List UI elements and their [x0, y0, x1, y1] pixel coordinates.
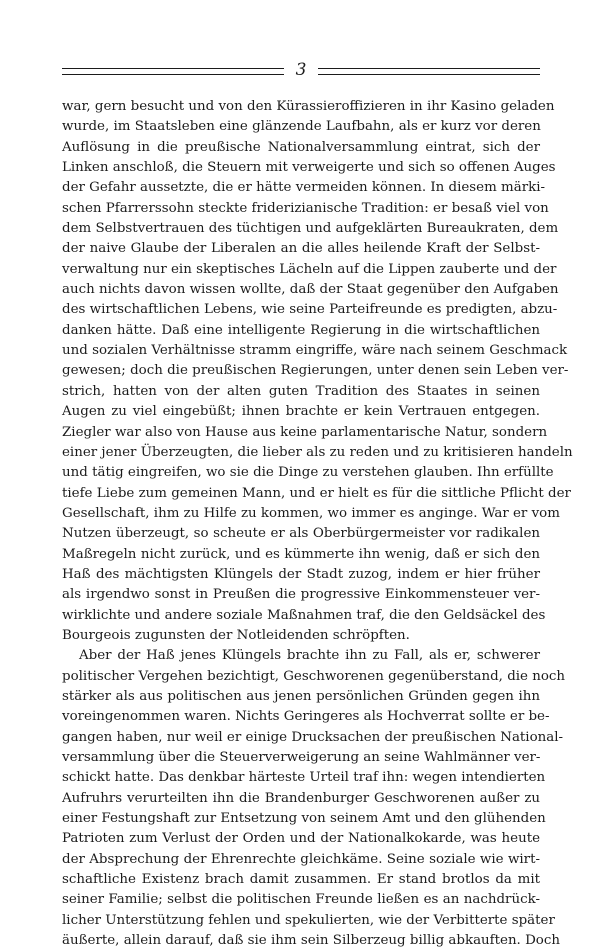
- text-line: der Gefahr aussetzte, die er hätte vermeiden können. In diesem märki-: [62, 180, 546, 196]
- text-line: Maßregeln nicht zurück, und es kümmerte ihn wenig, daß er sich den: [62, 546, 540, 562]
- text-line: des wirtschaftlichen Lebens, wie seine Parteifreunde es predigten, abzu-: [62, 302, 558, 318]
- text-line: äußerte, allein darauf, daß sie ihm sein Silberzeug billig abkauften. Doch: [62, 933, 560, 949]
- text-line: wurde, im Staatsleben eine glänzende Laufbahn, als er kurz vor deren: [62, 119, 541, 135]
- text-line: und sozialen Verhältnisse stramm eingriffe, wäre nach seinem Geschmack: [62, 343, 568, 359]
- text-line: seiner Familie; selbst die politischen Freunde ließen es an nachdrück-: [62, 892, 540, 908]
- text-line: und tätig eingreifen, wo sie die Dinge zu verstehen glauben. Ihn erfüllte: [62, 465, 554, 481]
- text-line: gewesen; doch die preußischen Regierungen, unter denen sein Leben ver-: [62, 363, 569, 379]
- text-line: gangen haben, nur weil er einige Drucksachen der preußischen National-: [62, 729, 564, 745]
- text-line: Linken anschloß, die Steuern mit verweigerte und sich so offenen Auges: [62, 160, 556, 176]
- text-line: dem Selbstvertrauen des tüchtigen und aufgeklärten Bureaukraten, dem: [62, 221, 559, 237]
- text-line: schickt hatte. Das denkbar härteste Urteil traf ihn: wegen intendierten: [62, 770, 546, 786]
- text-line: Haß des mächtigsten Klüngels der Stadt zuzog, indem er hier früher: [62, 566, 540, 582]
- text-line: stärker als aus politischen aus jenen persönlichen Gründen gegen ihn: [62, 688, 540, 704]
- text-line: der naive Glaube der Liberalen an die alles heilende Kraft der Selbst-: [62, 241, 540, 257]
- text-line: tiefe Liebe zum gemeinen Mann, und er hielt es für die sittliche Pflicht der: [62, 485, 571, 501]
- text-line: Aber der Haß jenes Klüngels brachte ihn zu Fall, als er, schwerer: [79, 648, 540, 664]
- text-line: als irgendwo sonst in Preußen die progressive Einkommensteuer ver-: [62, 587, 540, 603]
- header-rule-right: [318, 68, 540, 75]
- text-line: licher Unterstützung fehlen und spekulierten, wie der Verbitterte später: [62, 912, 555, 928]
- text-line: schaftliche Existenz brach damit zusammen. Er stand brotlos da mit: [62, 872, 540, 888]
- text-line: Bourgeois zugunsten der Notleidenden schröpften.: [62, 627, 410, 643]
- page-number: 3: [295, 60, 307, 80]
- text-line: Gesellschaft, ihm zu Hilfe zu kommen, wo immer es anginge. War er vom: [62, 505, 560, 521]
- text-line: Auflösung in die preußische Nationalversammlung eintrat, sich der: [62, 139, 540, 155]
- text-line: auch nichts davon wissen wollte, daß der Staat gegenüber den Aufgaben: [62, 282, 559, 298]
- paragraph: [62, 97, 573, 646]
- text-line: voreingenommen waren. Nichts Geringeres als Hochverrat sollte er be-: [62, 709, 550, 725]
- text-line: strich, hatten von der alten guten Tradition des Staates in seinen: [62, 383, 540, 399]
- page-header: [62, 62, 540, 84]
- text-line: der Absprechung der Ehrenrechte gleichkäme. Seine soziale wie wirt-: [62, 851, 540, 867]
- text-line: versammlung über die Steuerverweigerung an seine Wahlmänner ver-: [62, 750, 541, 765]
- text-line: Ziegler war also von Hause aus keine parlamentarische Natur, sondern: [62, 424, 548, 440]
- text-line: schen Pfarrerssohn steckte friderizianische Tradition: er besaß viel von: [62, 200, 549, 216]
- text-line: Nutzen überzeugt, so scheute er als Oberbürgermeister vor radikalen: [62, 526, 540, 542]
- body-text: [62, 97, 573, 951]
- text-line: wirklichte und andere soziale Maßnahmen traf, die den Geldsäckel des: [62, 607, 546, 623]
- text-line: verwaltung nur ein skeptisches Lächeln auf die Lippen zauberte und der: [62, 261, 557, 277]
- text-line: Augen zu viel eingebüßt; ihnen brachte er kein Vertrauen entgegen.: [62, 404, 540, 420]
- text-line: Aufruhrs verurteilten ihn die Brandenburger Geschworenen außer zu: [62, 790, 540, 806]
- text-line: danken hätte. Daß eine intelligente Regierung in die wirtschaftlichen: [62, 322, 540, 338]
- text-line: Patrioten zum Verlust der Orden und der Nationalkokarde, was heute: [62, 831, 540, 847]
- text-line: politischer Vergehen bezichtigt, Geschworenen gegenüberstand, die noch: [62, 668, 566, 684]
- text-line: einer Festungshaft zur Entsetzung von seinem Amt und den glühenden: [62, 811, 546, 827]
- paragraph: [62, 646, 566, 951]
- text-line: einer jener Überzeugten, die lieber als zu reden und zu kritisieren handeln: [62, 444, 573, 460]
- text-line: war, gern besucht und von den Kürassieroffizieren in ihr Kasino geladen: [62, 99, 555, 114]
